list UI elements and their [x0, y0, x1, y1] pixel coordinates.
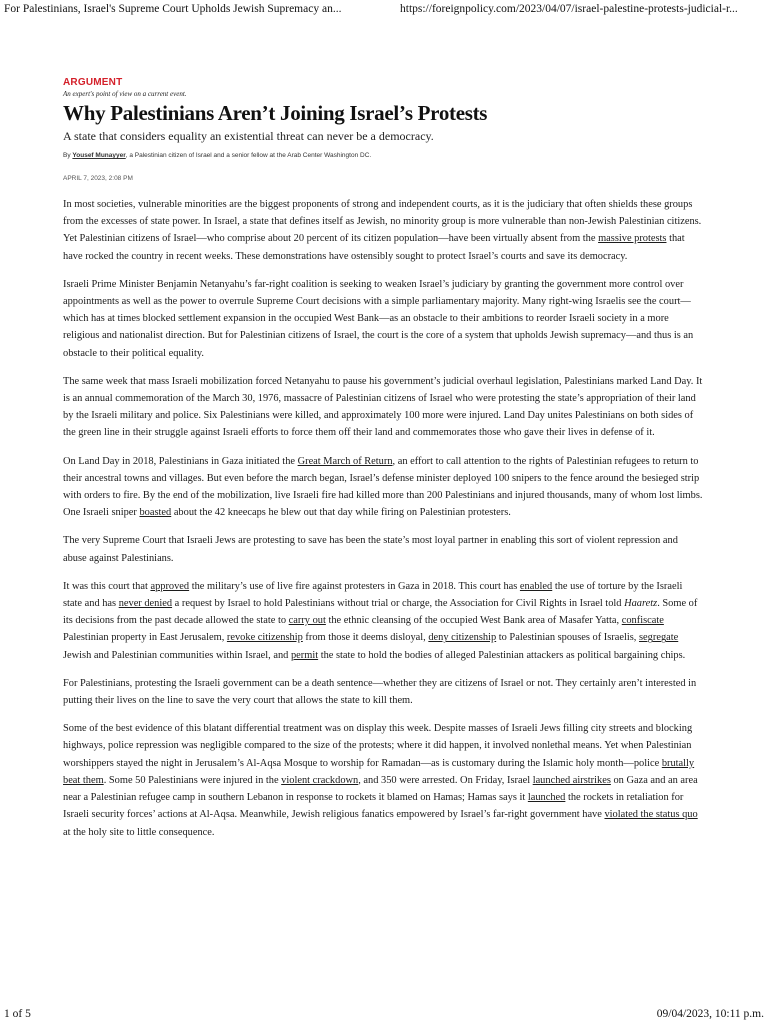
inline-link[interactable]: Great March of Return — [297, 455, 393, 467]
article-paragraph — [63, 196, 703, 265]
italic-text: Haaretz — [624, 598, 658, 610]
inline-link[interactable]: revoke citizenship — [226, 632, 303, 644]
inline-link[interactable]: boasted — [139, 507, 172, 519]
article-paragraph — [63, 578, 703, 664]
article-kicker[interactable]: ARGUMENT — [63, 77, 123, 88]
paragraph-text: the use of torture by the Israeli state and has — [63, 580, 683, 610]
article — [63, 76, 703, 852]
paragraph-text: In most societies, vulnerable minorities are the biggest proponents of strong and independent courts, as it is the judiciary that often shields these groups from the excesses of state power. In Israel, a state that defines itself as Jewish, no minority group is more vulnerable than non-Jewish Palestinian citizens. Yet Palestinian citizens of Israel—who comprise about 20 percent of its citizen population—have been virtually absent from the — [63, 199, 702, 245]
print-page-url: https://foreignpolicy.com/2023/04/07/israel-palestine-protests-judicial-r... — [400, 3, 738, 15]
paragraph-text: , an effort to call attention to the rights of Palestinian refugees to return to their ancestral towns and villages. But even before the march began, Israel’s defense minister deployed 100 snipers to the fence around the besieged strip with orders to fire. By the end of the mobilization, live Israeli fire had killed more than 200 Palestinians and injured thousands, many of whom lost limbs. One Israeli sniper — [63, 455, 703, 519]
article-paragraph — [63, 675, 703, 709]
byline-author-description: , a Palestinian citizen of Israel and a senior fellow at the Arab Center Washington DC. — [125, 152, 372, 159]
article-kicker-description: An expert's point of view on a current event. — [63, 90, 187, 98]
print-header — [0, 0, 768, 18]
print-page-title: For Palestinians, Israel's Supreme Court Upholds Jewish Supremacy an... — [4, 3, 342, 15]
byline-prefix: By — [63, 152, 73, 159]
paragraph-text: the military’s use of live fire against protesters in Gaza in 2018. This court has — [189, 580, 520, 592]
paragraph-text: the state to hold the bodies of alleged Palestinian attackers as political bargaining chips. — [318, 649, 686, 661]
inline-link[interactable]: launched airstrikes — [532, 774, 611, 786]
print-footer — [0, 1006, 768, 1024]
article-paragraph — [63, 453, 703, 522]
paragraph-text: a request by Israel to hold Palestinians without trial or charge, the Association for Civil Rights in Israel told — [172, 598, 625, 610]
article-subhead: A state that considers equality an existential threat can never be a democracy. — [63, 129, 434, 143]
inline-link[interactable]: violated the status quo — [604, 809, 698, 821]
inline-link[interactable]: massive protests — [598, 233, 667, 245]
inline-link[interactable]: brutally beat them — [63, 757, 695, 786]
paragraph-text: On Land Day in 2018, Palestinians in Gaza initiated the — [63, 455, 298, 467]
inline-link[interactable]: confiscate — [621, 615, 664, 627]
paragraph-text: Some of the best evidence of this blatant differential treatment was on display this week. Despite masses of Israeli Jews filling city streets and blocking highways, police repression was negligible compared to the size of the protests; where it did happen, it involved nonlethal means. Yet when Palestinian worshippers stayed the night in Jerusalem’s Al-Aqsa Mosque to worship for Ramadan—as is customary during the Islamic holy month—police — [63, 723, 693, 769]
inline-link[interactable]: never denied — [118, 598, 173, 610]
paragraph-text: . Some of its decisions from the past decade allowed the state to — [63, 598, 698, 627]
article-headline: Why Palestinians Aren’t Joining Israel’s Protests — [63, 101, 488, 125]
paragraph-text: Jewish and Palestinian communities within Israel, and — [63, 649, 291, 661]
inline-link[interactable]: approved — [150, 580, 190, 592]
paragraph-text: to Palestinian spouses of Israelis, — [496, 632, 640, 644]
article-byline — [63, 151, 703, 161]
article-paragraph — [63, 373, 703, 442]
byline-author-link[interactable]: Yousef Munayyer — [72, 152, 126, 159]
inline-link[interactable]: carry out — [288, 615, 326, 627]
paragraph-text: at the holy site to little consequence. — [63, 826, 215, 838]
inline-link[interactable]: violent crackdown — [281, 774, 359, 786]
inline-link[interactable]: segregate — [639, 632, 679, 644]
paragraph-text: The same week that mass Israeli mobilization forced Netanyahu to pause his government’s judicial overhaul legislation, Palestinians marked Land Day. It is an annual commemoration of the March 30, 1976, massacre of Palestinian citizens of Israel who were protesting the state’s appropriation of their land by the Israeli military and police. Six Palestinians were killed, and approximately 100 more were injured. Land Day unites Palestinians on both sides of the green line in their struggle against Israeli efforts to force them off their land and commemorates those who gave their lives in defense of it. — [63, 375, 703, 439]
print-datetime: 09/04/2023, 10:11 p.m. — [656, 1008, 764, 1020]
paragraph-text: Israeli Prime Minister Benjamin Netanyahu’s far-right coalition is seeking to weaken Israel’s judiciary by granting the government more control over appointments as well as the power to overrule Supreme Court decisions with a simple parliamentary majority. Many right-wing Israelis see the court—which has at times blocked settlement expansion in the occupied West Bank—as an obstacle to their ambitions to reorder Israeli society in a more religious and nationalist direction. But for Palestinian citizens of Israel, the court is the core of a system that upholds Jewish supremacy—and thus is an obstacle to their political equality. — [63, 278, 694, 359]
inline-link[interactable]: enabled — [519, 580, 553, 592]
paragraph-text: . Some 50 Palestinians were injured in the — [103, 774, 282, 786]
paragraph-text: The very Supreme Court that Israeli Jews are protesting to save has been the state’s most loyal partner in enabling this sort of violent repression and abuse against Palestinians. — [63, 535, 678, 564]
paragraph-text: It was this court that — [63, 580, 151, 592]
paragraph-text: For Palestinians, protesting the Israeli government can be a death sentence—whether they are citizens of Israel or not. They certainly aren’t interested in putting their lives on the line to save the very court that allows the state to kill them. — [63, 677, 697, 707]
paragraph-text: the ethnic cleansing of the occupied West Bank area of Masafer Yatta, — [325, 615, 622, 627]
paragraph-text: Palestinian property in East Jerusalem, — [63, 632, 227, 644]
paragraph-text: the rockets in retaliation for Israeli security forces’ actions at Al-Aqsa. Meanwhile, Jewish religious fanatics empowered by Israel’s far-right government have — [63, 792, 684, 821]
article-paragraph — [63, 276, 703, 362]
paragraph-text: about the 42 kneecaps he blew out that day while firing on Palestinian protesters. — [171, 507, 511, 519]
article-paragraph — [63, 720, 703, 840]
paragraph-text: that have rocked the country in recent weeks. These demonstrations have ostensibly sought to protect Israel’s courts and save its democracy. — [63, 233, 685, 262]
print-page-number: 1 of 5 — [4, 1008, 31, 1020]
paragraph-text: , and 350 were arrested. On Friday, Israel — [358, 774, 533, 786]
inline-link[interactable]: launched — [527, 792, 566, 804]
article-paragraph — [63, 532, 703, 566]
article-date: APRIL 7, 2023, 2:08 PM — [63, 175, 133, 182]
inline-link[interactable]: permit — [290, 649, 319, 661]
article-body — [63, 196, 703, 841]
paragraph-text: from those it deems disloyal, — [302, 632, 429, 644]
inline-link[interactable]: deny citizenship — [428, 632, 497, 644]
paragraph-text: on Gaza and an area near a Palestinian refugee camp in southern Lebanon in response to rockets it blamed on Hamas; Hamas says it — [63, 774, 698, 804]
